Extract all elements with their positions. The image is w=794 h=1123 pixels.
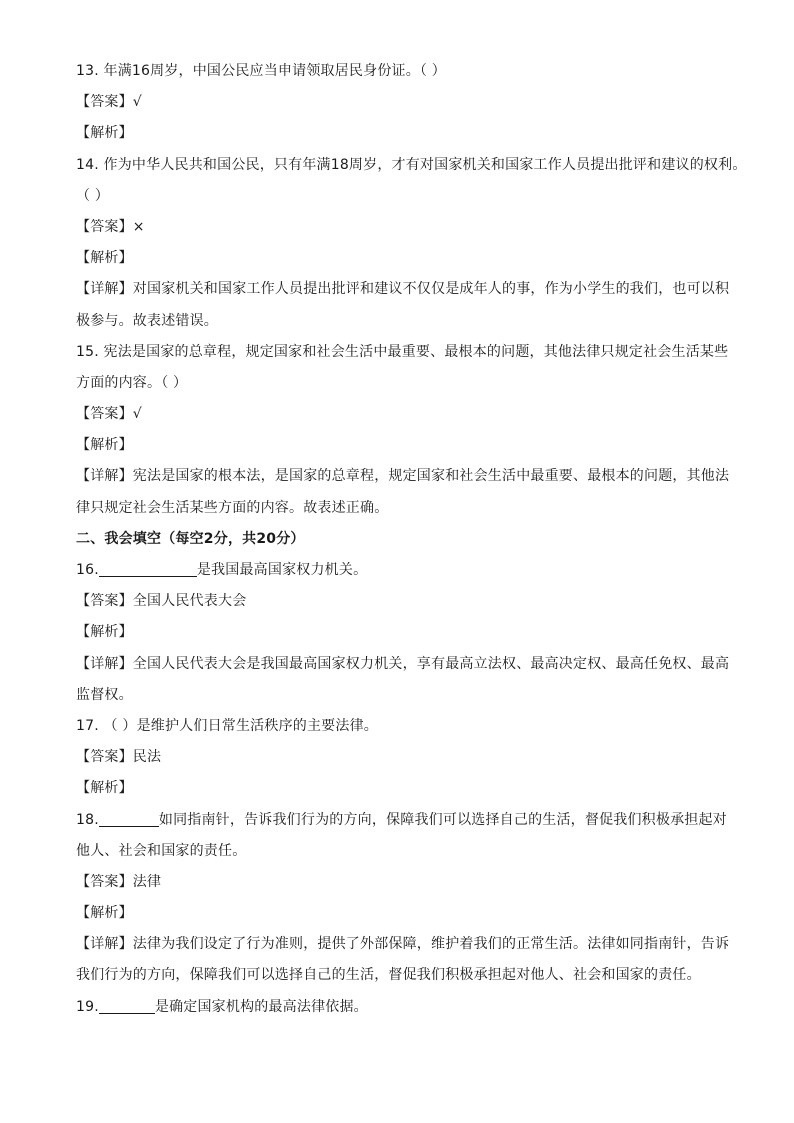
question-14-line1: 14. 作为中华人民共和国公民，只有年满18周岁，才有对国家机关和国家工作人员提出批评和建议的权利。 bbox=[76, 156, 747, 173]
analysis-18: 【解析】 bbox=[76, 905, 133, 922]
analysis-17: 【解析】 bbox=[76, 780, 133, 797]
question-19 bbox=[76, 992, 736, 1023]
detail-14-line2: 极参与。故表述错误。 bbox=[76, 312, 218, 329]
analysis-16: 【解析】 bbox=[76, 624, 133, 641]
document-page bbox=[76, 56, 747, 1023]
question-18-number: 18. bbox=[76, 811, 99, 828]
detail-18-line1: 【详解】法律为我们设定了行为准则，提供了外部保障，维护着我们的正常生活。法律如同指南针，告诉 bbox=[76, 936, 730, 953]
detail-15-line1: 【详解】宪法是国家的根本法，是国家的总章程，规定国家和社会生活中最重要、最根本的问题，其他法 bbox=[76, 468, 730, 485]
question-16-number: 16. bbox=[76, 562, 99, 578]
question-16-text: 是我国最高国家权力机关。 bbox=[196, 562, 368, 578]
question-16 bbox=[76, 555, 736, 586]
question-18-text: 如同指南针，告诉我们行为的方向，保障我们可以选择自己的生活，督促我们积极承担起对 bbox=[158, 811, 727, 828]
answer-15: 【答案】√ bbox=[76, 406, 142, 423]
detail-16-line2: 监督权。 bbox=[76, 686, 133, 703]
question-17: 17. （ ）是维护人们日常生活秩序的主要法律。 bbox=[76, 717, 378, 734]
question-13: 13. 年满16周岁，中国公民应当申请领取居民身份证。（ ） bbox=[76, 63, 446, 79]
answer-13: 【答案】√ bbox=[76, 94, 142, 111]
section-heading: 二、我会填空（每空2分，共20分） bbox=[76, 530, 305, 547]
detail-14-line1: 【详解】对国家机关和国家工作人员提出批评和建议不仅仅是成年人的事，作为小学生的我们，也可以积 bbox=[76, 281, 730, 298]
detail-18-line2: 我们行为的方向，保障我们可以选择自己的生活，督促我们积极承担起对他人、社会和国家的责任。 bbox=[76, 967, 701, 984]
detail-15-line2: 律只规定社会生活某些方面的内容。故表述正确。 bbox=[76, 499, 389, 516]
answer-16: 【答案】全国人民代表大会 bbox=[76, 593, 247, 610]
question-14-line2: （ ） bbox=[76, 187, 110, 204]
answer-18: 【答案】法律 bbox=[76, 873, 162, 890]
question-15-line1: 15. 宪法是国家的总章程，规定国家和社会生活中最重要、最根本的问题，其他法律只规定社会生活某些 bbox=[76, 343, 729, 360]
analysis-14: 【解析】 bbox=[76, 250, 133, 267]
analysis-13: 【解析】 bbox=[76, 125, 133, 142]
detail-16-line1: 【详解】全国人民代表大会是我国最高国家权力机关，享有最高立法权、最高决定权、最高任免权、最高 bbox=[76, 655, 730, 672]
fill-blank bbox=[99, 808, 159, 827]
question-15-line2: 方面的内容。（ ） bbox=[76, 374, 188, 391]
question-19-number: 19. bbox=[76, 998, 99, 1015]
fill-blank bbox=[99, 558, 197, 577]
question-19-text: 是确定国家机构的最高法律依据。 bbox=[154, 998, 368, 1015]
question-18-line2: 他人、社会和国家的责任。 bbox=[76, 842, 247, 859]
answer-14: 【答案】× bbox=[76, 218, 145, 235]
fill-blank bbox=[99, 995, 155, 1014]
answer-17: 【答案】民法 bbox=[76, 749, 162, 766]
question-18-line1 bbox=[76, 805, 736, 836]
analysis-15: 【解析】 bbox=[76, 437, 133, 454]
